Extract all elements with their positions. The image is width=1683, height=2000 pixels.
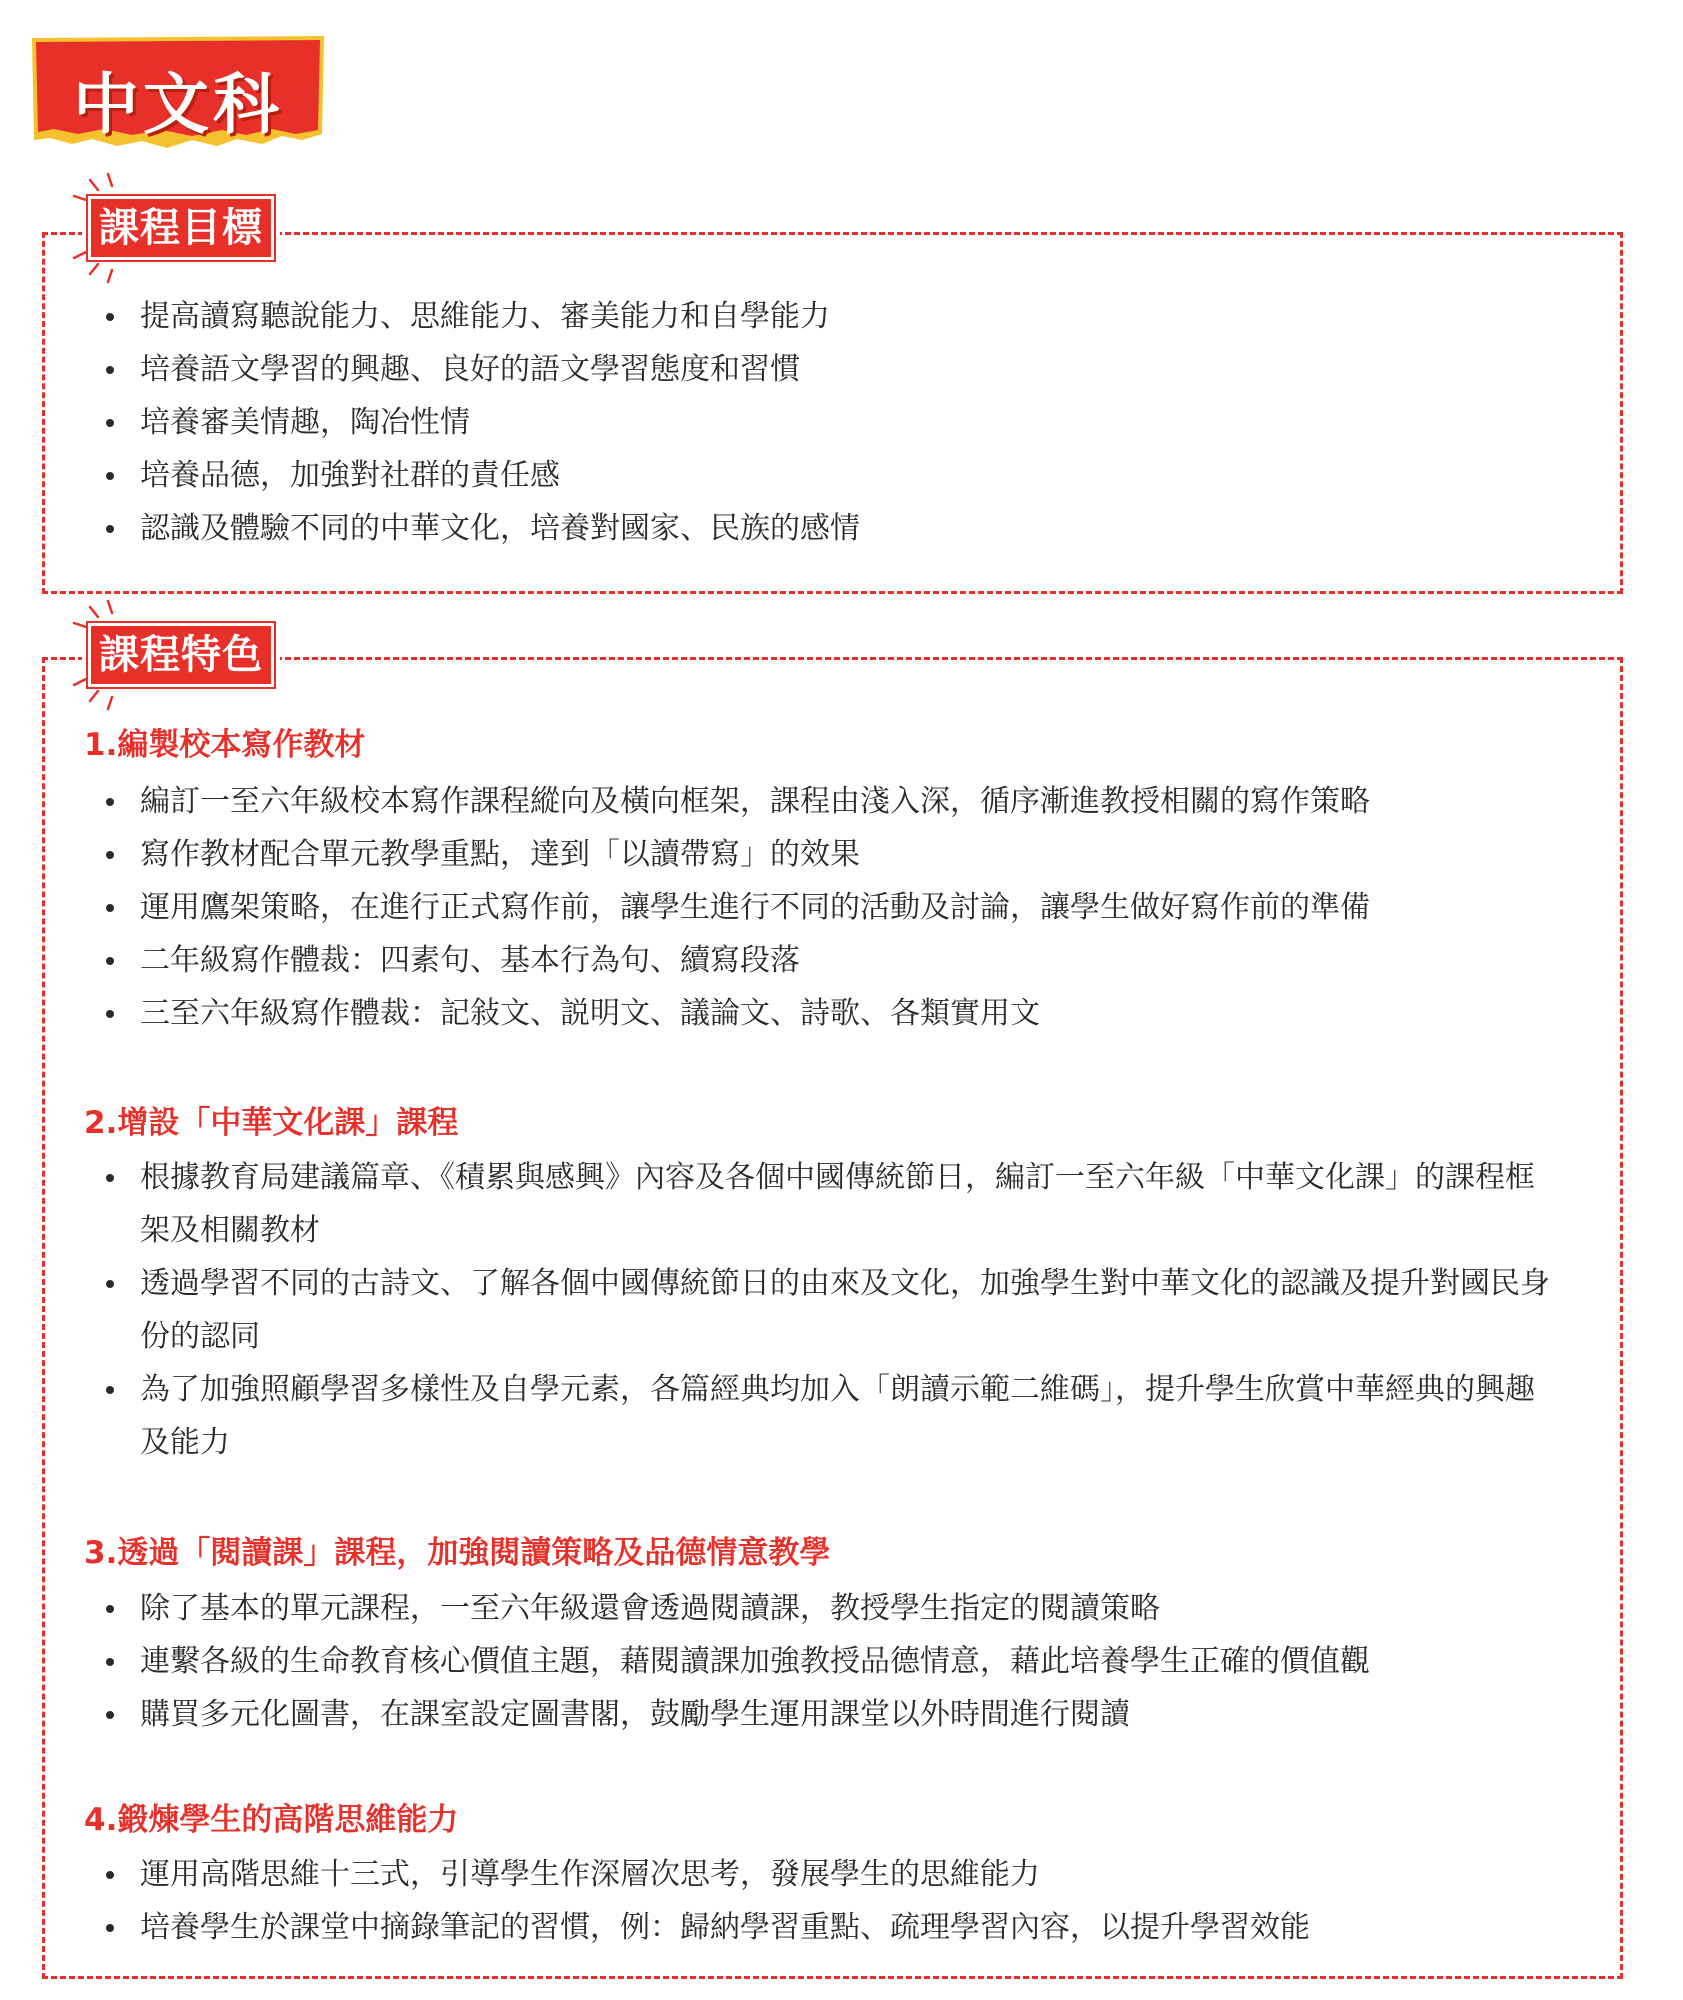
list-item: 為了加強照顧學習多樣性及自學元素，各篇經典均加入「朗讀示範二維碼」，提升學生欣賞中華經典的興趣及能力 (92, 1363, 1562, 1469)
list-item: 編訂一至六年級校本寫作課程縱向及橫向框架，課程由淺入深，循序漸進教授相關的寫作策略 (92, 775, 1562, 828)
list-item: 運用高階思維十三式，引導學生作深層次思考，發展學生的思維能力 (92, 1848, 1562, 1901)
list-item: 二年級寫作體裁：四素句、基本行為句、續寫段落 (92, 934, 1562, 987)
features-title: 課程特色 (88, 623, 274, 687)
list-item: 培養審美情趣，陶冶性情 (92, 396, 1552, 449)
feature-list (92, 1848, 1562, 1954)
list-item: 連繫各級的生命教育核心價值主題，藉閱讀課加強教授品德情意，藉此培養學生正確的價值觀 (92, 1635, 1562, 1688)
features-section-label (82, 623, 280, 687)
feature-heading: 1.編製校本寫作教材 (84, 727, 366, 763)
feature-heading: 3.透過「閱讀課」課程，加強閱讀策略及品德情意教學 (84, 1535, 831, 1571)
list-item: 培養學生於課堂中摘錄筆記的習慣，例：歸納學習重點、疏理學習內容，以提升學習效能 (92, 1901, 1562, 1954)
list-item: 根據教育局建議篇章、《積累與感興》內容及各個中國傳統節日，編訂一至六年級「中華文化課」的課程框架及相關教材 (92, 1151, 1562, 1257)
list-item: 除了基本的單元課程，一至六年級還會透過閱讀課，教授學生指定的閱讀策略 (92, 1582, 1562, 1635)
list-item: 購買多元化圖書，在課室設定圖書閣，鼓勵學生運用課堂以外時間進行閱讀 (92, 1688, 1562, 1741)
feature-list (92, 775, 1562, 1040)
list-item: 提高讀寫聽說能力、思維能力、審美能力和自學能力 (92, 290, 1552, 343)
feature-heading: 4.鍛煉學生的高階思維能力 (84, 1802, 459, 1838)
feature-list (92, 1582, 1562, 1741)
list-item: 透過學習不同的古詩文、了解各個中國傳統節日的由來及文化，加強學生對中華文化的認識及提升對國民身份的認同 (92, 1257, 1562, 1363)
goals-list (92, 290, 1552, 555)
list-item: 培養語文學習的興趣、良好的語文學習態度和習慣 (92, 343, 1552, 396)
feature-heading: 2.增設「中華文化課」課程 (84, 1105, 459, 1141)
subject-banner (32, 36, 324, 160)
list-item: 培養品德，加強對社群的責任感 (92, 449, 1552, 502)
list-item: 三至六年級寫作體裁：記敍文、説明文、議論文、詩歌、各類實用文 (92, 987, 1562, 1040)
list-item: 運用鷹架策略，在進行正式寫作前，讓學生進行不同的活動及討論，讓學生做好寫作前的準備 (92, 881, 1562, 934)
list-item: 寫作教材配合單元教學重點，達到「以讀帶寫」的效果 (92, 828, 1562, 881)
feature-list (92, 1151, 1562, 1469)
goals-title: 課程目標 (88, 196, 274, 260)
goals-section-label (82, 196, 280, 260)
page-title: 中文科 (73, 65, 283, 143)
list-item: 認識及體驗不同的中華文化，培養對國家、民族的感情 (92, 502, 1552, 555)
